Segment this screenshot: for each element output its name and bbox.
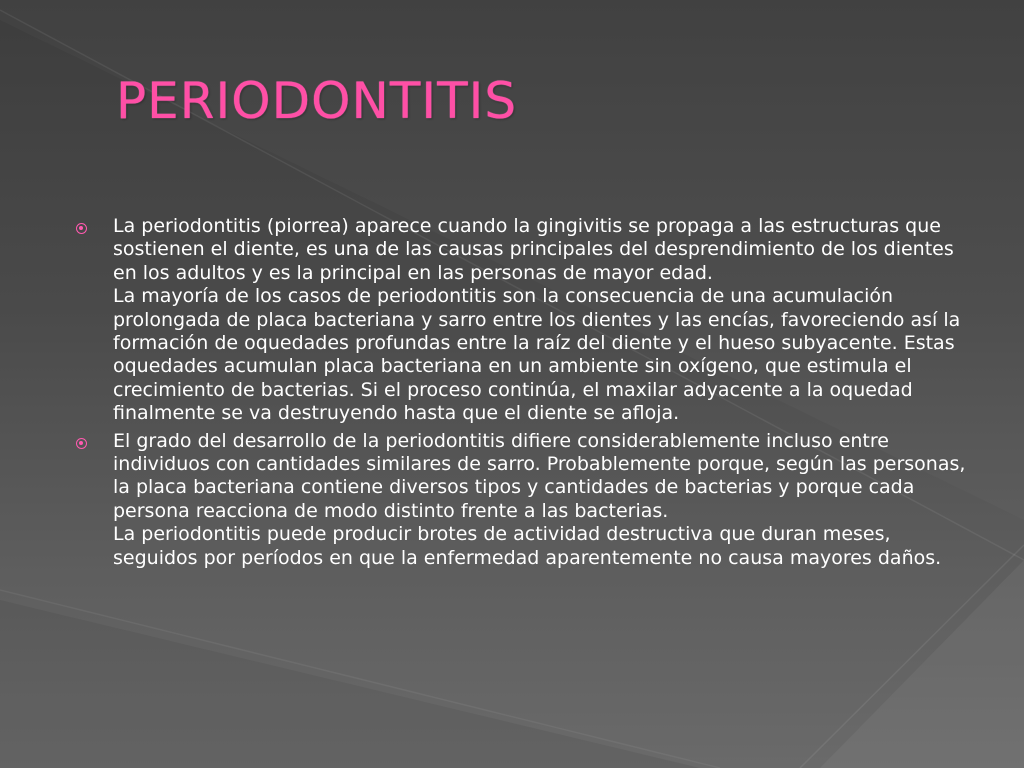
circle-bullet-icon xyxy=(76,438,87,449)
slide-body xyxy=(66,215,966,574)
bullet-paragraph: La periodontitis (piorrea) aparece cuando la gingivitis se propaga a las estructuras que sostienen el diente, es una de las causas principales del desprendimiento de los dientes en los adultos y es la principal en las personas de mayor edad. xyxy=(113,215,954,284)
slide-title: PERIODONTITIS xyxy=(116,72,518,130)
bullet-paragraph: La mayoría de los casos de periodontitis son la consecuencia de una acumulación prolongada de placa bacteriana y sarro entre los dientes y las encías, favoreciendo así la formación de oquedades profundas entre la raíz del diente y el hueso subyacente. Estas oquedades acumulan placa bacteriana en un ambiente sin oxígeno, que estimula el crecimiento de bacterias. Si el proceso continúa, el maxilar adyacente a la oquedad finalmente se va destruyendo hasta que el diente se afloja. xyxy=(113,285,961,425)
bullet-paragraph: La periodontitis puede producir brotes de actividad destructiva que duran meses, seguidos por períodos en que la enfermedad aparentemente no causa mayores daños. xyxy=(113,523,942,569)
bullet-item xyxy=(66,215,966,426)
bullet-item xyxy=(66,430,966,570)
bullet-paragraph: El grado del desarrollo de la periodontitis difiere considerablemente incluso entre individuos con cantidades similares de sarro. Probablemente porque, según las personas, la placa bacteriana contiene diversos tipos y cantidades de bacterias y porque cada persona reacciona de modo distinto frente a las bacterias. xyxy=(113,429,966,522)
circle-bullet-icon xyxy=(76,223,87,234)
